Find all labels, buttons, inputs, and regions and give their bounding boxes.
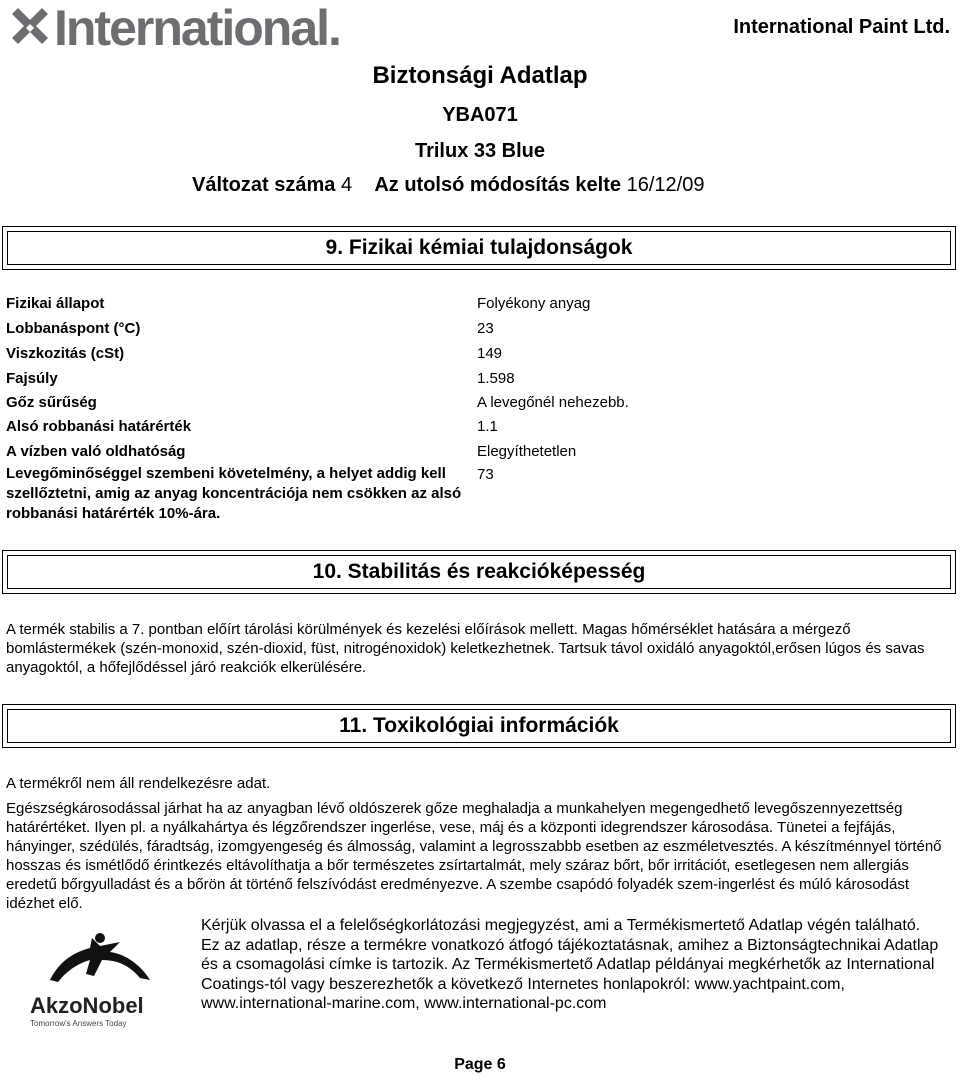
property-value: 1.598 (477, 370, 515, 387)
page-number: Page 6 (454, 1056, 506, 1073)
logo-wordmark: International. (54, 0, 340, 56)
version-line (192, 174, 704, 197)
property-label: Fizikai állapot (6, 295, 105, 312)
version-label: Változat száma (192, 174, 336, 196)
ventilation-requirement-value: 73 (477, 466, 494, 483)
ventilation-requirement-label: Levegőminőséggel szembeni követelmény, a helyet addig kell szellőztetni, amig az anyag koncentrációja nem csökken az alsó robbanási határérték 10%-ára. (6, 465, 462, 522)
toxicology-no-data-text: A termékről nem áll rendelkezésre adat. (6, 775, 271, 792)
section-10-title: 10. Stabilitás és reakcióképesség (7, 555, 951, 589)
property-value: 149 (477, 345, 503, 362)
version-value: 4 (340, 174, 353, 196)
property-value: Folyékony anyag (477, 295, 591, 312)
modified-label: Az utolsó módosítás kelte (374, 174, 622, 196)
international-x-icon (8, 6, 52, 50)
property-value: A levegőnél nehezebb. (477, 394, 629, 411)
company-name: International Paint Ltd. (733, 16, 950, 38)
akzonobel-figure-icon (30, 930, 170, 988)
section-10-header (2, 550, 956, 594)
section-11-title: 11. Toxikológiai információk (7, 709, 951, 743)
stability-text: A termék stabilis a 7. pontban előírt tárolási körülmények és kezelési előírások mellett. Magas hőmérséklet hatására a mérgező bomlástermékek (szén-monoxid, szén-dioxid, füst, nitrogénoxidok) keletkezhetnek. Tartsuk távol oxidáló anyagoktól,erősen lúgos és savas anyagoktól, a hőfejlődéssel járó reakciók elkerülésére. (6, 621, 925, 676)
property-label: A vízben való oldhatóság (6, 443, 186, 460)
akzonobel-logo (30, 930, 170, 1030)
akzonobel-tagline: Tomorrow's Answers Today (30, 1019, 127, 1028)
property-label: Fajsúly (6, 370, 58, 387)
disclaimer-text: Kérjük olvassa el a felelőségkorlátozási megjegyzést, ami a Termékismertető Adatlap végén található. Ez az adatlap, része a termékre vonatkozó átfogó tájékoztatásnak, amihez a Biztonságtechnikai Adatlap és a csomagolási címke is tartozik. Az Termékismertető Adatlap példányai megkérhetők az International Coatings-tól vagy beszerezhetők a következő Internetes honlapokról: www.yachtpaint.com, www.international-marine.com, www.international-pc.com (201, 917, 939, 1012)
property-label: Gőz sűrűség (6, 394, 97, 411)
product-code: YBA071 (442, 104, 518, 126)
property-value: Elegyíthetetlen (477, 443, 577, 460)
document-title: Biztonsági Adatlap (372, 62, 588, 89)
akzonobel-wordmark: AkzoNobel (30, 993, 144, 1018)
property-label: Lobbanáspont (°C) (6, 320, 141, 337)
international-logo (8, 0, 340, 56)
property-value: 1.1 (477, 418, 498, 435)
property-label: Viszkozitás (cSt) (6, 345, 125, 362)
section-9-header (2, 226, 956, 270)
modified-value: 16/12/09 (626, 174, 705, 196)
property-label: Alsó robbanási határérték (6, 418, 192, 435)
toxicology-text: Egészségkárosodással járhat ha az anyagban lévő oldószerek gőze meghaladja a munkahelyen megengedhető levegőszennyezettség határértéket. Ilyen pl. a nyálkahártya és légzőrendszer ingerlése, vese, máj és a központi idegrendszer károsodása. Tünetei a fejfájás, hányinger, szédülés, fáradtság, izomgyengeség és álmosság, valamint a legrosszabbb esetben az eszméletvesztés. A készítménnyel történő hosszas és ismétlődő érintkezés eltávolíthatja a bőr természetes zsírtartalmát, mely száraz bőrt, bőr irritációt, esetlegesen nem allergiás eredetű bőrgyulladást és a bőrön át történő felszívódást eredményezve. A szembe csapódó folyadék szem-ingerlést és múló károsodást idézhet elő. (6, 800, 942, 912)
property-value: 23 (477, 320, 494, 337)
section-9-title: 9. Fizikai kémiai tulajdonságok (7, 231, 951, 265)
product-name: Trilux 33 Blue (414, 140, 546, 162)
section-11-header (2, 704, 956, 748)
